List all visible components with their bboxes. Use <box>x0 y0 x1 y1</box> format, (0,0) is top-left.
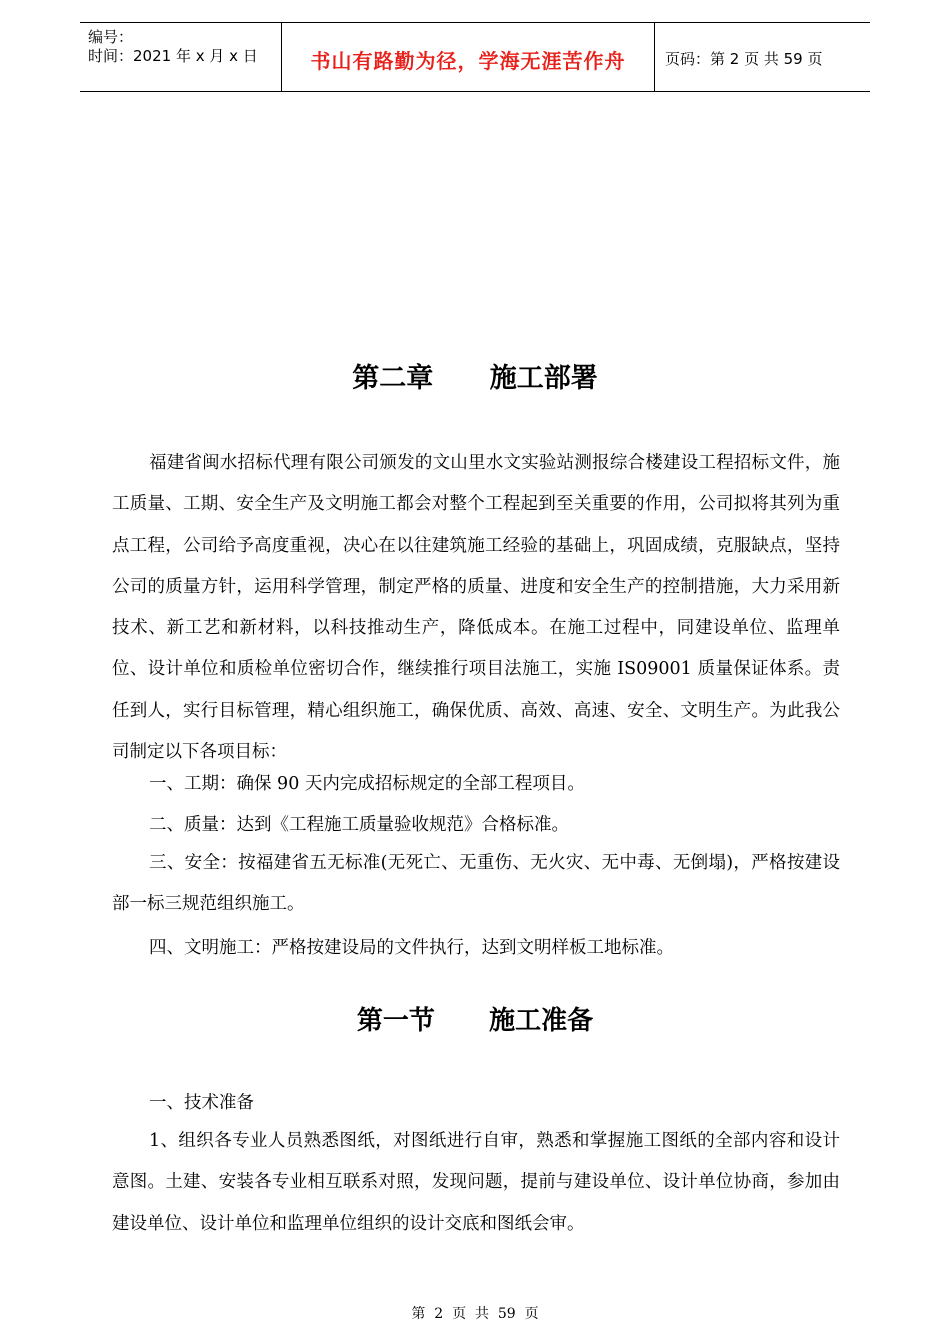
header-motto-cell <box>282 23 655 91</box>
intro-paragraph: 福建省闽水招标代理有限公司颁发的文山里水文实验站测报综合楼建设工程招标文件，施工质量、工期、安全生产及文明施工都会对整个工程起到至关重要的作用，公司拟将其列为重点工程，公司给予高度重视，决心在以往建筑施工经验的基础上，巩固成绩，克服缺点，坚持公司的质量方针，运用科学管理，制定严格的质量、进度和安全生产的控制措施，大力采用新技术、新工艺和新材料，以科技推动生产，降低成本。在施工过程中，同建设单位、监理单位、设计单位和质检单位密切合作，继续推行项目法施工，实施 IS09001 质量保证体系。责任到人，实行目标管理，精心组织施工，确保优质、高效、高速、安全、文明生产。为此我公司制定以下各项目标： <box>112 453 840 763</box>
subsection-heading: 一、技术准备 <box>149 1093 254 1113</box>
page-header <box>80 22 870 92</box>
header-info-cell <box>80 23 282 91</box>
page-footer: 第 2 页 共 59 页 <box>411 1306 539 1322</box>
goal-civilized-construction: 四、文明施工：严格按建设局的文件执行，达到文明样板工地标准。 <box>149 938 674 958</box>
header-motto: 书山有路勤为径，学海无涯苦作舟 <box>310 49 626 73</box>
document-number-label: 编号： <box>88 28 134 46</box>
chapter-title: 第二章 施工部署 <box>352 363 598 394</box>
document-date: 时间：2021 年 x 月 x 日 <box>88 47 258 65</box>
section-title: 第一节 施工准备 <box>356 1006 594 1036</box>
item-paragraph: 1、组织各专业人员熟悉图纸，对图纸进行自审，熟悉和掌握施工图纸的全部内容和设计意图。土建、安装各专业相互联系对照，发现问题，提前与建设单位、设计单位协商，参加由建设单位、设计单位和监理单位组织的设计交底和图纸会审。 <box>112 1131 840 1234</box>
goal-schedule: 一、工期：确保 90 天内完成招标规定的全部工程项目。 <box>149 774 585 794</box>
header-page-number: 页码：第 2 页 共 59 页 <box>665 50 823 68</box>
header-page-cell <box>655 23 870 91</box>
goal-safety: 三、安全：按福建省五无标准(无死亡、无重伤、无火灾、无中毒、无倒塌)，严格按建设部一标三规范组织施工。 <box>112 853 840 915</box>
goal-quality: 二、质量：达到《工程施工质量验收规范》合格标准。 <box>149 815 569 835</box>
